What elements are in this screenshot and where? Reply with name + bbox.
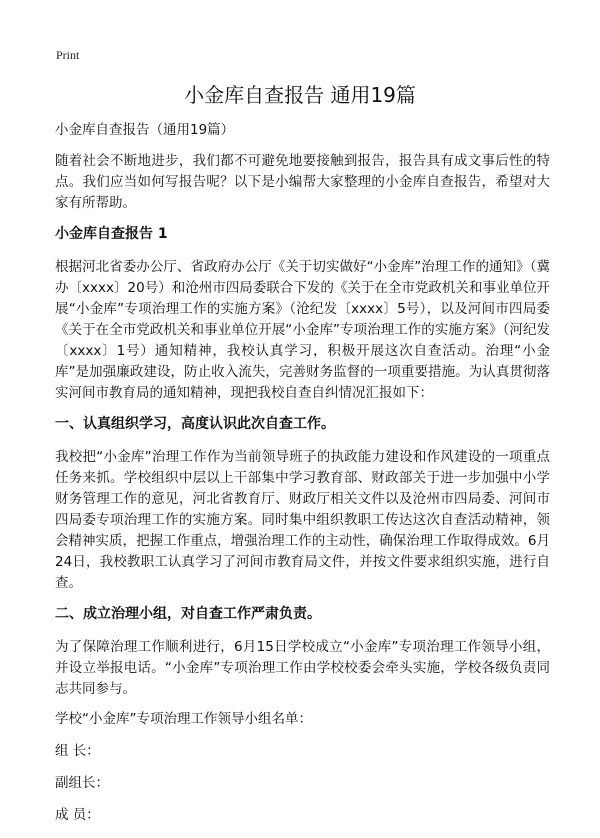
report-paragraph: 根据河北省委办公厅、省政府办公厅《关于切实做好“小金库”治理工作的通知》（冀办〔xxxx〕20号）和沧州市四局委联合下发的《关于在全市党政机关和事业单位开展“小金库”专项治理工作的实施方案》（沧纪发〔xxxx〕5号），以及河间市四局委《关于在全市党政机关和事业单位开展“小金库”专项治理工作的实施方案》（河纪发〔xxxx〕1号）通知精神，我校认真学习，积极开展这次自查活动。治理“小金库”是加强廉政建设，防止收入流失，完善财务监督的一项重要措施。为认真贯彻落实河间市教育局的通知精神，现把我校自查自纠情况汇报如下： — [55, 259, 550, 401]
section-heading-2: 二、成立治理小组，对自查工作严肃负责。 — [55, 606, 321, 622]
list-intro: 学校“小金库”专项治理工作领导小组名单： — [55, 711, 312, 727]
section-heading-1: 一、认真组织学习，高度认识此次自查工作。 — [55, 416, 335, 432]
member-label: 成 员： — [55, 807, 100, 823]
print-label[interactable]: Print — [56, 48, 80, 62]
report-heading: 小金库自查报告 1 — [55, 226, 168, 242]
document-title: 小金库自查报告 通用19篇 — [184, 83, 416, 107]
section-paragraph-2: 为了保障治理工作顺利进行，6月15日学校成立“小金库”专项治理工作领导小组，并设立举报电话。“小金库”专项治理工作由学校校委会牵头实施，学校各级负责同志共同参与。 — [55, 639, 550, 697]
intro-paragraph: 随着社会不断地进步，我们都不可避免地要接触到报告，报告具有成文事后性的特点。我们应当如何写报告呢？以下是小编帮大家整理的小金库自查报告，希望对大家有所帮助。 — [55, 153, 550, 211]
document-body — [55, 120, 550, 838]
leader-label: 组 长： — [55, 743, 100, 759]
section-paragraph-1: 我校把“小金库”治理工作作为当前领导班子的执政能力建设和作风建设的一项重点任务来抓。学校组织中层以上干部集中学习教育部、财政部关于进一步加强中小学财务管理工作的意见，河北省教育厅、财政厅相关文件以及沧州市四局委、河间市四局委专项治理工作的实施方案。同时集中组织教职工传达这次自查活动精神，领会精神实质，把握工作重点，增强治理工作的主动性，确保治理工作取得成效。6月24日，我校教职工认真学习了河间市教育局文件，并按文件要求组织实施，进行自查。 — [55, 449, 550, 591]
deputy-label: 副组长： — [55, 775, 109, 791]
document-subtitle: 小金库自查报告（通用19篇） — [55, 122, 235, 138]
